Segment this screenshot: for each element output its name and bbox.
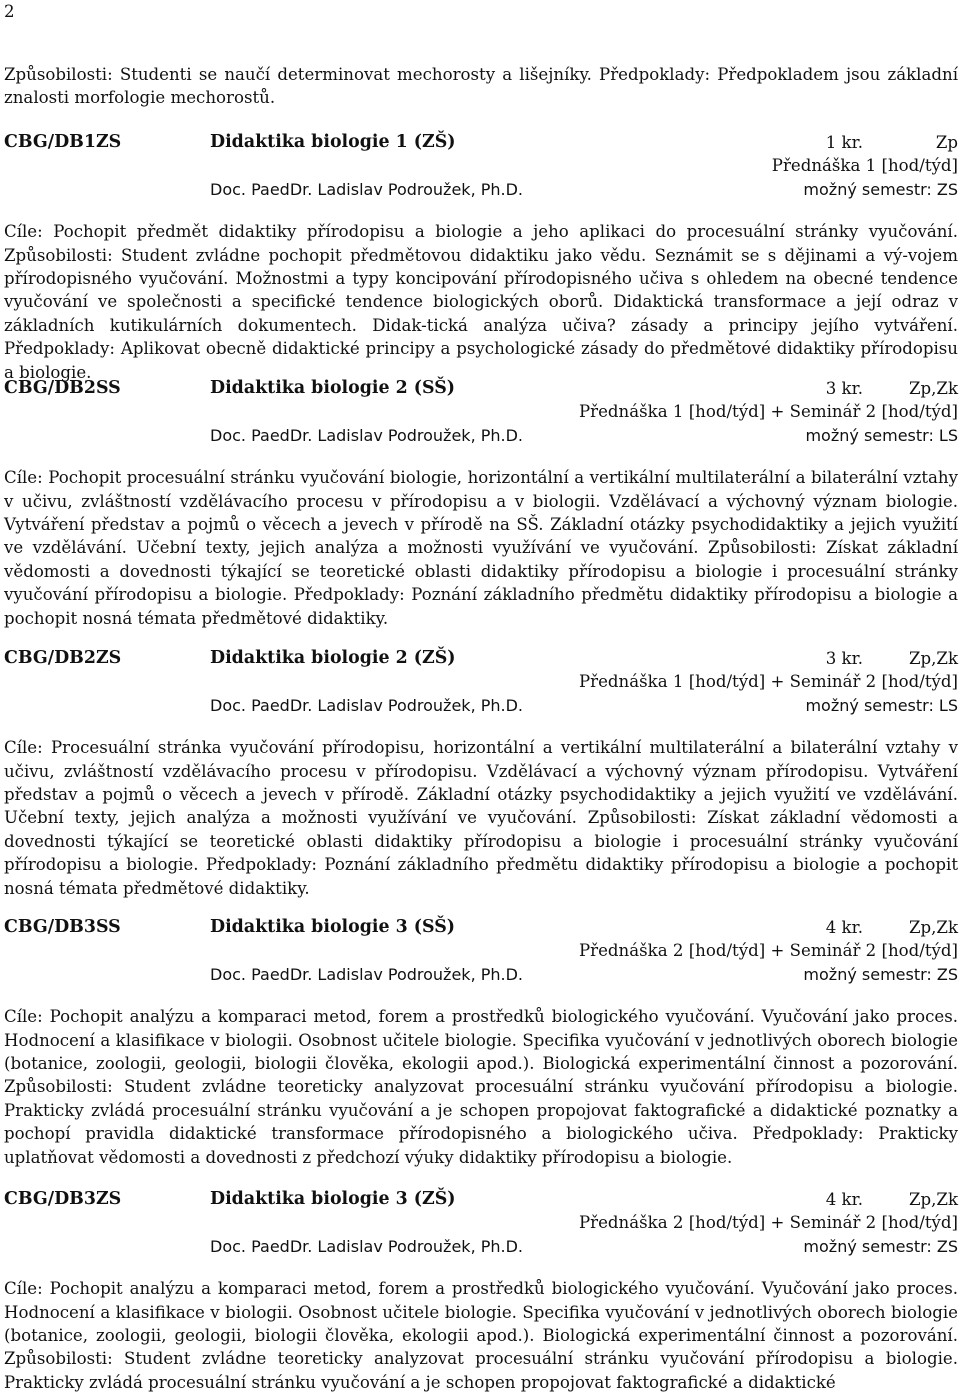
course-code: CBG/DB2SS xyxy=(4,378,121,398)
course-teacher: Doc. PaedDr. Ladislav Podroužek, Ph.D. xyxy=(210,1236,524,1256)
course-credits: 4 kr. xyxy=(825,1190,863,1209)
course-teacher-row xyxy=(4,1235,958,1258)
course-description: Cíle: Pochopit analýzu a komparaci metod, forem a prostředků biologického vyučování. Vyučování jako proces. Hodnocení a klasifikace v biologii. Osobnost učitele biologie. Specifika vyučování v jednotlivých oborech biologie (botanice, zoologii, geologii, biologii člověka, ekologii apod.). Biologická experimentální činnost a pozorování. Způsobilosti: Student zvládne teoreticky analyzovat procesuální stránku vyučování přírodopisu a biologie. Prakticky zvládá procesuální stránku vyučování a je schopen propojovat faktografické a didaktické xyxy=(4,1279,958,1392)
course-teacher-row xyxy=(4,178,958,201)
course-description: Cíle: Pochopit předmět didaktiky přírodopisu a biologie a jeho aplikaci do procesuální stránky vyučování. Způsobilosti: Student zvládne pochopit předmětovou didaktiku jako vědu. Seznámit se s dějinami a vý-vojem přírodopisného vyučování. Možnostmi a typy koncipování přírodopisného učiva s ohledem na obecné tendence vyučování ve společnosti a specifické tendence biologických oborů. Didaktická transformace a její odraz v základních kutikulárních dokumentech. Didak-tická analýza učiva? zásady a principy jejího vytváření. Předpoklady: Aplikovat obecně didaktické principy a psychologické zásady do předmětové didaktiky přírodopisu a biologie. xyxy=(4,222,958,382)
course-code: CBG/DB3ZS xyxy=(4,1189,122,1209)
course-completion: Zp,Zk xyxy=(908,918,958,937)
course-heading xyxy=(4,1188,958,1211)
course-entry-db3zs xyxy=(4,1188,958,1394)
course-entry-db2ss xyxy=(4,377,958,630)
course-title: Didaktika biologie 2 (SŠ) xyxy=(210,378,455,398)
course-heading xyxy=(4,377,958,400)
course-hours: Přednáška 2 [hod/týd] + Seminář 2 [hod/týd] xyxy=(579,1213,958,1233)
course-hours-row xyxy=(4,1211,958,1234)
course-heading xyxy=(4,916,958,939)
course-semester: možný semestr: LS xyxy=(805,425,958,445)
course-hours: Přednáška 1 [hod/týd] xyxy=(771,156,958,176)
course-title: Didaktika biologie 1 (ZŠ) xyxy=(210,132,456,152)
course-hours-row xyxy=(4,154,958,177)
course-teacher-row xyxy=(4,694,958,717)
course-entry-db1zs xyxy=(4,131,958,384)
course-teacher: Doc. PaedDr. Ladislav Podroužek, Ph.D. xyxy=(210,964,524,984)
course-teacher-row xyxy=(4,963,958,986)
course-semester: možný semestr: ZS xyxy=(803,964,958,984)
course-completion: Zp,Zk xyxy=(908,1190,958,1209)
course-hours-row xyxy=(4,400,958,423)
course-title: Didaktika biologie 3 (ZŠ) xyxy=(210,1189,456,1209)
course-code: CBG/DB3SS xyxy=(4,917,121,937)
course-hours: Přednáška 2 [hod/týd] + Seminář 2 [hod/týd] xyxy=(579,941,958,961)
course-heading xyxy=(4,647,958,670)
course-semester: možný semestr: ZS xyxy=(803,1236,958,1256)
course-completion: Zp,Zk xyxy=(908,649,958,668)
course-entry-db3ss xyxy=(4,916,958,1169)
course-teacher: Doc. PaedDr. Ladislav Podroužek, Ph.D. xyxy=(210,179,524,199)
course-teacher: Doc. PaedDr. Ladislav Podroužek, Ph.D. xyxy=(210,425,524,445)
course-title: Didaktika biologie 2 (ZŠ) xyxy=(210,648,456,668)
course-teacher: Doc. PaedDr. Ladislav Podroužek, Ph.D. xyxy=(210,695,524,715)
course-hours: Přednáška 1 [hod/týd] + Seminář 2 [hod/týd] xyxy=(579,672,958,692)
course-credits: 3 kr. xyxy=(825,379,863,398)
intro-paragraph: Způsobilosti: Studenti se naučí determinovat mechorosty a lišejníky. Předpoklady: Předpokladem jsou základní znalosti morfologie mechorostů. xyxy=(4,65,958,108)
course-credits: 1 kr. xyxy=(825,133,863,152)
course-completion: Zp,Zk xyxy=(908,379,958,398)
course-teacher-row xyxy=(4,424,958,447)
course-description: Cíle: Pochopit analýzu a komparaci metod, forem a prostředků biologického vyučování. Vyučování jako proces. Hodnocení a klasifikace v biologii. Osobnost učitele biologie. Specifika vyučování v jednotlivých oborech biologie (botanice, zoologii, geologii, biologii člověka, ekologii apod.). Biologická experimentální činnost a pozorování. Způsobilosti: Student zvládne teoreticky analyzovat procesuální stránku vyučování přírodopisu a biologie. Prakticky zvládá procesuální stránku vyučování a je schopen propojovat faktografické a didaktické poznatky a pochopí pravidla didaktické transformace přírodopisného a biologického učiva. Předpoklady: Prakticky uplatňovat vědomosti a dovednosti z předchozí výuky didaktiky přírodopisu a biologie. xyxy=(4,1007,958,1167)
course-title: Didaktika biologie 3 (SŠ) xyxy=(210,917,455,937)
course-semester: možný semestr: LS xyxy=(805,695,958,715)
course-heading xyxy=(4,131,958,154)
course-hours: Přednáška 1 [hod/týd] + Seminář 2 [hod/týd] xyxy=(579,402,958,422)
course-semester: možný semestr: ZS xyxy=(803,179,958,199)
course-code: CBG/DB1ZS xyxy=(4,132,122,152)
course-hours-row xyxy=(4,670,958,693)
course-description: Cíle: Procesuální stránka vyučování přírodopisu, horizontální a vertikální multilaterální a bilaterální vztahy v učivu, zvláštností vzdělávacího procesu v přírodopisu. Vzdělávací a výchovný význam přírodopisu. Vytváření představ a pojmů o věcech a jevech v přírodě. Základní otázky psychodidaktiky a jejich využití ve vzdělávání. Učební texty, jejich analýza a možnosti využívání ve vyučování. Způsobilosti: Získat základní vědomosti a dovednosti týkající se teoretické oblasti didaktiky přírodopisu a biologie i procesuální stránky vyučování přírodopisu a biologie. Předpoklady: Poznání základního předmětu didaktiky přírodopisu a biologie a pochopit nosná témata předmětové didaktiky. xyxy=(4,738,958,898)
course-code: CBG/DB2ZS xyxy=(4,648,122,668)
course-credits: 3 kr. xyxy=(825,649,863,668)
course-credits: 4 kr. xyxy=(825,918,863,937)
course-hours-row xyxy=(4,939,958,962)
page-number: 2 xyxy=(4,2,15,21)
course-completion: Zp xyxy=(935,133,958,152)
course-entry-db2zs xyxy=(4,647,958,900)
course-description: Cíle: Pochopit procesuální stránku vyučování biologie, horizontální a vertikální multilaterální a bilaterální vztahy v učivu, zvláštností vzdělávacího procesu v přírodopisu a v biologii. Vzdělávací a výchovný význam biologie. Vytváření představ a pojmů o věcech a jevech v přírodě na SŠ. Základní otázky psychodidaktiky a jejich využití ve vzdělávání. Učební texty, jejich analýza a možnosti využívání ve vyučování. Způsobilosti: Získat základní vědomosti a dovednosti týkající se teoretické oblasti didaktiky přírodopisu a biologie i procesuální stránky vyučování přírodopisu a biologie. Předpoklady: Poznání základního předmětu didaktiky přírodopisu a biologie a pochopit nosná témata předmětové didaktiky. xyxy=(4,468,958,628)
